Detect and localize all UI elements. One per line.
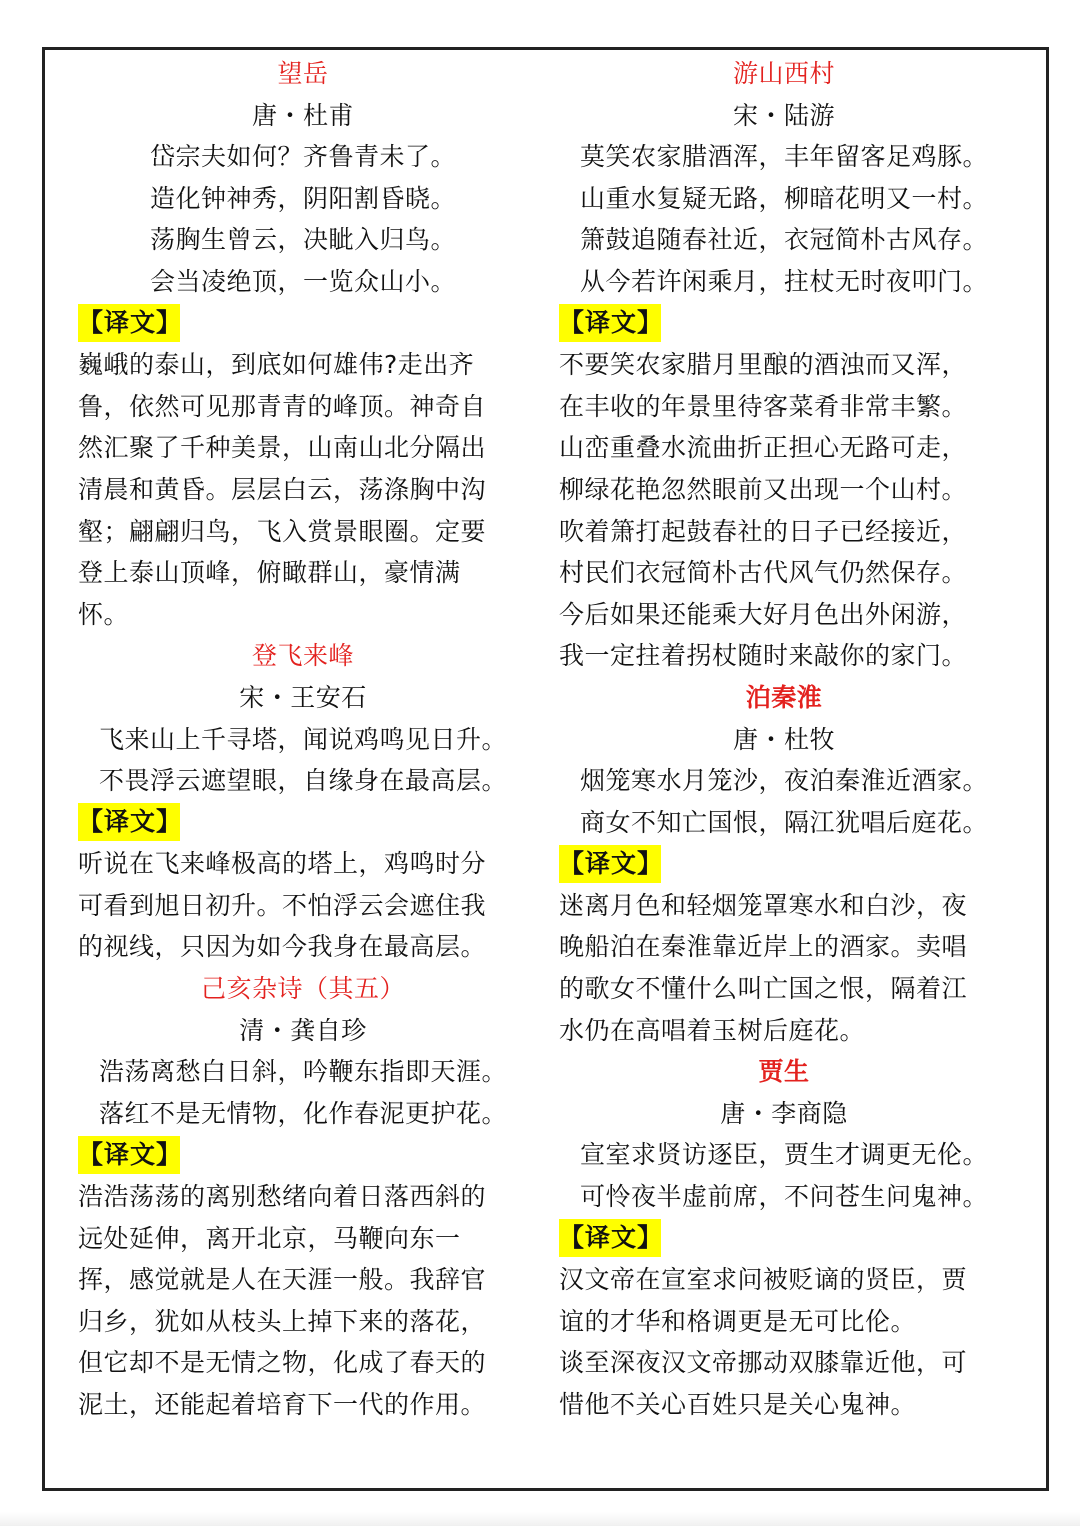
- poem-author: 唐・李商隐: [720, 1098, 848, 1128]
- translation-line: 远处延伸，离开北京，马鞭向东一: [78, 1223, 461, 1253]
- translation-line: 巍峨的泰山，到底如何雄伟?走出齐: [78, 350, 475, 380]
- poem-verse: 烟笼寒水月笼沙，夜泊秦淮近酒家。: [579, 766, 988, 796]
- translation-line: 山峦重叠水流曲折正担心无路可走，: [559, 433, 968, 463]
- translation-label: 【译文】: [78, 1136, 180, 1174]
- translation-label-row: [559, 843, 1009, 885]
- translation-line: 谈至深夜汉文帝挪动双膝靠近他，可: [559, 1348, 968, 1378]
- poem-verse: 飞来山上千寻塔，闻说鸡鸣见日升。: [98, 724, 507, 754]
- poem-verse: 会当凌绝顶，一览众山小。: [149, 266, 456, 296]
- poem-title: 望岳: [277, 59, 329, 88]
- poem-verse: 山重水复疑无路，柳暗花明又一村。: [579, 183, 988, 213]
- poem-verse: 荡胸生曾云，决眦入归鸟。: [149, 225, 456, 255]
- translation-line: 迷离月色和轻烟笼罩寒水和白沙，夜: [559, 890, 968, 920]
- poem-title: 登飞来峰: [251, 641, 354, 671]
- translation-label: 【译文】: [78, 803, 180, 841]
- translation-line: 泥土，还能起着培育下一代的作用。: [78, 1390, 487, 1419]
- poem-author: 宋・陆游: [732, 100, 835, 130]
- translation-line: 吹着箫打起鼓春社的日子已经接近，: [559, 516, 968, 546]
- translation-label-row: [78, 303, 528, 345]
- poem-verse: 莫笑农家腊酒浑，丰年留客足鸡豚。: [579, 142, 988, 172]
- translation-line: 柳绿花艳忽然眼前又出现一个山村。: [559, 474, 968, 504]
- poem-verse: 从今若许闲乘月，拄杖无时夜叩门。: [579, 266, 988, 296]
- translation-line: 我一定拄着拐杖随时来敲你的家门。: [559, 641, 968, 671]
- translation-label: 【译文】: [78, 304, 180, 342]
- translation-line: 听说在飞来峰极高的塔上，鸡鸣时分: [78, 849, 487, 879]
- translation-line: 然汇聚了千种美景，山南山北分隔出: [78, 433, 487, 463]
- poem-author: 唐・杜甫: [251, 100, 354, 130]
- right-column: [559, 53, 1009, 1426]
- translation-line: 壑；翩翩归鸟，飞入赏景眼圈。定要: [78, 516, 487, 546]
- translation-line: 今后如果还能乘大好月色出外闲游，: [559, 599, 968, 629]
- poem-verse: 宣室求贤访逐臣，贾生才调更无伦。: [579, 1140, 988, 1170]
- translation-line: 可看到旭日初升。不怕浮云会遮住我: [78, 890, 487, 920]
- translation-label-row: [78, 802, 528, 844]
- poem-author: 唐・杜牧: [732, 724, 835, 754]
- translation-line: 水仍在高唱着玉树后庭花。: [559, 1015, 866, 1045]
- poem-title: 贾生: [758, 1057, 810, 1087]
- poem-verse: 商女不知亡国恨，隔江犹唱后庭花。: [579, 807, 988, 837]
- poem-author: 宋・王安石: [239, 682, 367, 712]
- translation-line: 登上泰山顶峰，俯瞰群山，豪情满: [78, 558, 461, 588]
- page-bottom-shadow: [0, 1512, 1080, 1526]
- translation-line: 归乡，犹如从枝头上掉下来的落花，: [78, 1306, 487, 1336]
- poem-verse: 岱宗夫如何？齐鲁青未了。: [149, 142, 456, 172]
- poem-verse: 落红不是无情物，化作春泥更护花。: [98, 1098, 507, 1128]
- poem-title: 己亥杂诗（其五）: [200, 974, 405, 1004]
- translation-line: 谊的才华和格调更是无可比伦。: [559, 1306, 917, 1336]
- translation-label: 【译文】: [559, 1219, 661, 1257]
- translation-line: 鲁，依然可见那青青的峰顶。神奇自: [78, 391, 487, 421]
- left-column: [78, 53, 528, 1426]
- poem-verse: 造化钟神秀，阴阳割昏晓。: [149, 183, 456, 213]
- poem-author: 清・龚自珍: [239, 1015, 367, 1045]
- poem-verse: 浩荡离愁白日斜，吟鞭东指即天涯。: [98, 1057, 507, 1087]
- translation-label-row: [78, 1134, 528, 1176]
- translation-line: 惜他不关心百姓只是关心鬼神。: [559, 1390, 917, 1419]
- poem-title: 泊秦淮: [745, 682, 823, 712]
- translation-label-row: [559, 1218, 1009, 1260]
- translation-line: 晚船泊在秦淮靠近岸上的酒家。卖唱: [559, 932, 968, 962]
- poem-verse: 不畏浮云遮望眼，自缘身在最高层。: [98, 766, 507, 796]
- poem-verse: 箫鼓追随春社近，衣冠简朴古风存。: [579, 225, 988, 255]
- translation-label: 【译文】: [559, 845, 661, 883]
- translation-line: 浩浩荡荡的离别愁绪向着日落西斜的: [78, 1182, 487, 1212]
- translation-line: 挥，感觉就是人在天涯一般。我辞官: [78, 1265, 487, 1295]
- translation-label: 【译文】: [559, 304, 661, 342]
- poem-verse: 可怜夜半虚前席，不问苍生问鬼神。: [579, 1182, 988, 1212]
- translation-line: 怀。: [78, 599, 130, 629]
- poem-title: 游山西村: [732, 59, 835, 88]
- translation-line: 村民们衣冠简朴古代风气仍然保存。: [559, 558, 968, 588]
- translation-line: 汉文帝在宣室求问被贬谪的贤臣，贾: [559, 1265, 968, 1295]
- translation-line: 的歌女不懂什么叫亡国之恨，隔着江: [559, 974, 968, 1004]
- translation-line: 在丰收的年景里待客菜肴非常丰繁。: [559, 391, 968, 421]
- translation-line: 但它却不是无情之物，化成了春天的: [78, 1348, 487, 1378]
- translation-line: 清晨和黄昏。层层白云，荡涤胸中沟: [78, 474, 487, 504]
- translation-label-row: [559, 303, 1009, 345]
- translation-line: 的视线，只因为如今我身在最高层。: [78, 932, 487, 962]
- translation-line: 不要笑农家腊月里酿的酒浊而又浑，: [559, 350, 968, 380]
